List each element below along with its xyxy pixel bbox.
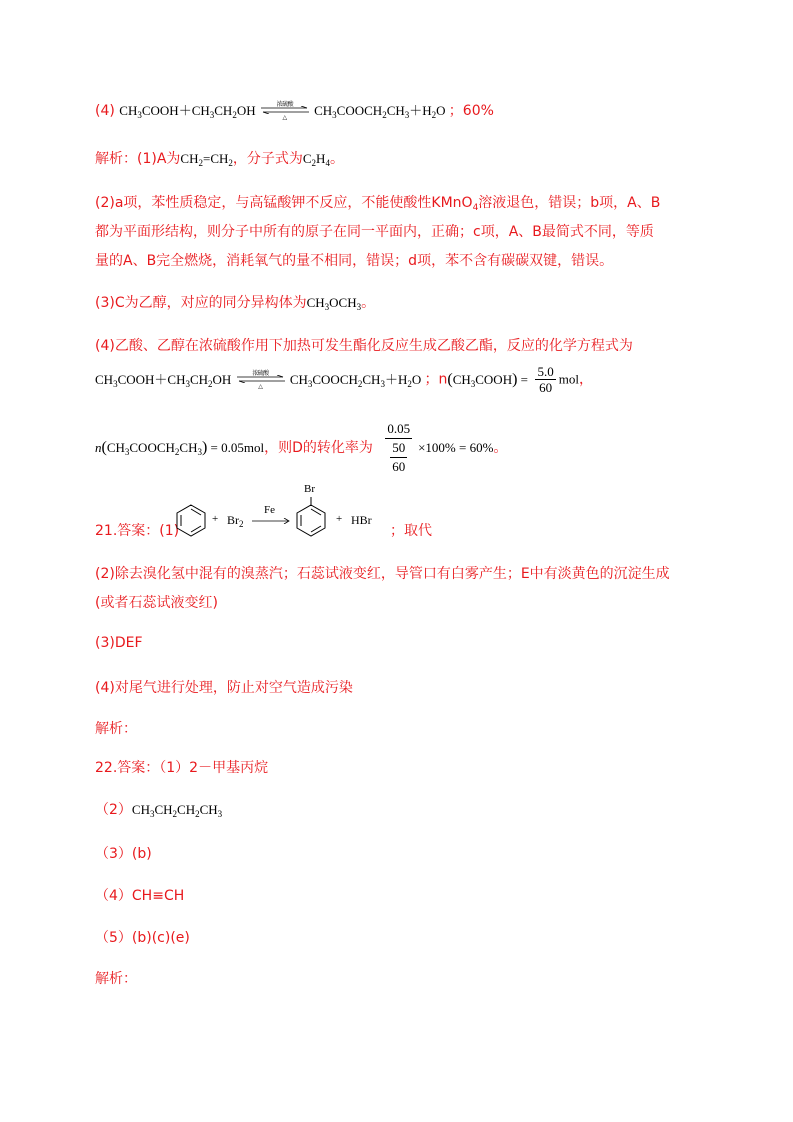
q21-analysis-label: 解析： <box>95 721 137 737</box>
q21-item4: (4)对尾气进行处理，防止对空气造成污染 <box>95 680 353 696</box>
q22-item4: （4）CH≡CH <box>95 888 185 904</box>
reversible-arrow-icon: 浓硫酸 △ <box>237 372 285 386</box>
q22-item2-line: $(2)CH_3CH_2CH_2CH_3$ <box>95 802 223 819</box>
q22-item1-line: 22.答案：（1）2－甲基丙烷 <box>95 760 269 776</box>
q22-item5: （5）(b)(c)(e) <box>95 930 190 946</box>
q22-item3: （3）(b) <box>95 846 152 862</box>
fraction-n-acetic: $\frac{5.0}{60}$ <box>537 364 554 395</box>
q21-answer-label: 21.答案：(1) <box>95 523 180 539</box>
q20-analysis-2-line1: (2)a项，苯性质稳定，与高锰酸钾不反应，不能使酸性KMnO$_4$溶液退色，错误；b项，A、B <box>95 195 661 213</box>
q20-analysis-4: (4)乙酸、乙醇在浓硫酸作用下加热可发生酯化反应生成乙酸乙酯，反应的化学方程式为 <box>95 338 633 354</box>
bromobenzene-icon <box>295 497 327 537</box>
q20-item4-answer: ；60% <box>448 103 494 119</box>
q21-item2-line1: (2)除去溴化氢中混有的溴蒸汽；石蕊试液变红，导管口有白雾产生；E中有淡黄色的沉淀生成 <box>95 566 670 582</box>
q20-analysis-4-conversion-line: $n(CH_3COOCH_2CH_3) = 0.05mol$，则D的转化率为 $\frac{0.05}{\frac{50}{60}}$ ×100% = 60%。 <box>95 421 508 474</box>
q20-analysis-4-equation-line: $CH_3COOH+CH_3CH_2OH$ 浓硫酸 △ $CH_3COOCH_2CH_3+H_2O$ ；$n(CH_3COOH)$ = $\frac{5.0}{60}$ mol， <box>95 364 593 395</box>
reaction-arrow-icon <box>252 518 290 524</box>
q22-analysis-label: 解析： <box>95 971 137 987</box>
q20-analysis-2-line2: 都为平面形结构，则分子中所有的原子在同一平面内，正确；c项，A、B最简式不同，等质 <box>95 224 654 240</box>
q21-item1-line: 21.答案：(1) + $Br_2$ Fe Br + HBr ；取代 <box>95 483 432 539</box>
q20-analysis-2-line3: 量的A、B完全燃烧，消耗氧气的量不相同，错误；d项，苯不含有碳碳双键，错误。 <box>95 253 614 269</box>
q20-analysis-3: (3)C为乙醇，对应的同分异构体为$CH_3OCH_3$。 <box>95 295 376 312</box>
q20-item4-equation: $CH_3COOH+CH_3CH_2OH$ 浓硫酸 △ $CH_3COOCH_2CH_3+H_2O$ <box>119 102 446 121</box>
q21-item3: (3)DEF <box>95 635 143 651</box>
q20-item4-line <box>95 100 733 120</box>
benzene-icon <box>175 503 207 537</box>
q21-item2-line2: (或者石蕊试液变红) <box>95 595 218 611</box>
q21-reaction-type: ；取代 <box>390 523 432 539</box>
fraction-conversion: $\frac{0.05}{\frac{50}{60}}$ <box>387 421 411 474</box>
q20-analysis-1: 解析：(1)A为$CH_2=CH_2$，分子式为$C_2H_4$。 <box>95 151 344 168</box>
q20-item4-label: (4) <box>95 103 115 119</box>
reversible-arrow-icon: 浓硫酸 △ <box>261 103 309 117</box>
